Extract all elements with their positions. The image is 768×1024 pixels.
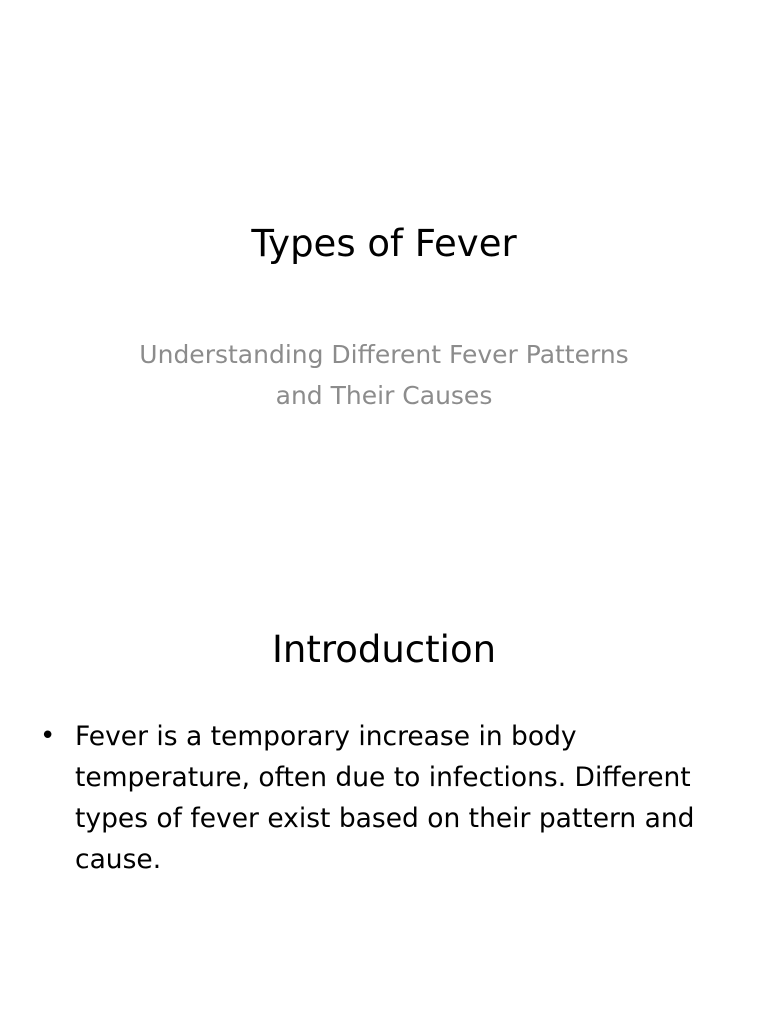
- bullet-icon: •: [40, 721, 56, 751]
- slide-subtitle: Understanding Different Fever Patterns and Their Causes: [139, 340, 629, 410]
- bullet-list: [40, 716, 730, 880]
- slide-heading: Introduction: [271, 628, 497, 671]
- bullet-item: [40, 716, 730, 880]
- slide-title: Types of Fever: [251, 222, 517, 265]
- bullet-text: Fever is a temporary increase in body temperature, often due to infections. Different types of fever exist based on their pattern and cause.: [75, 721, 695, 875]
- introduction-slide: [0, 576, 768, 1024]
